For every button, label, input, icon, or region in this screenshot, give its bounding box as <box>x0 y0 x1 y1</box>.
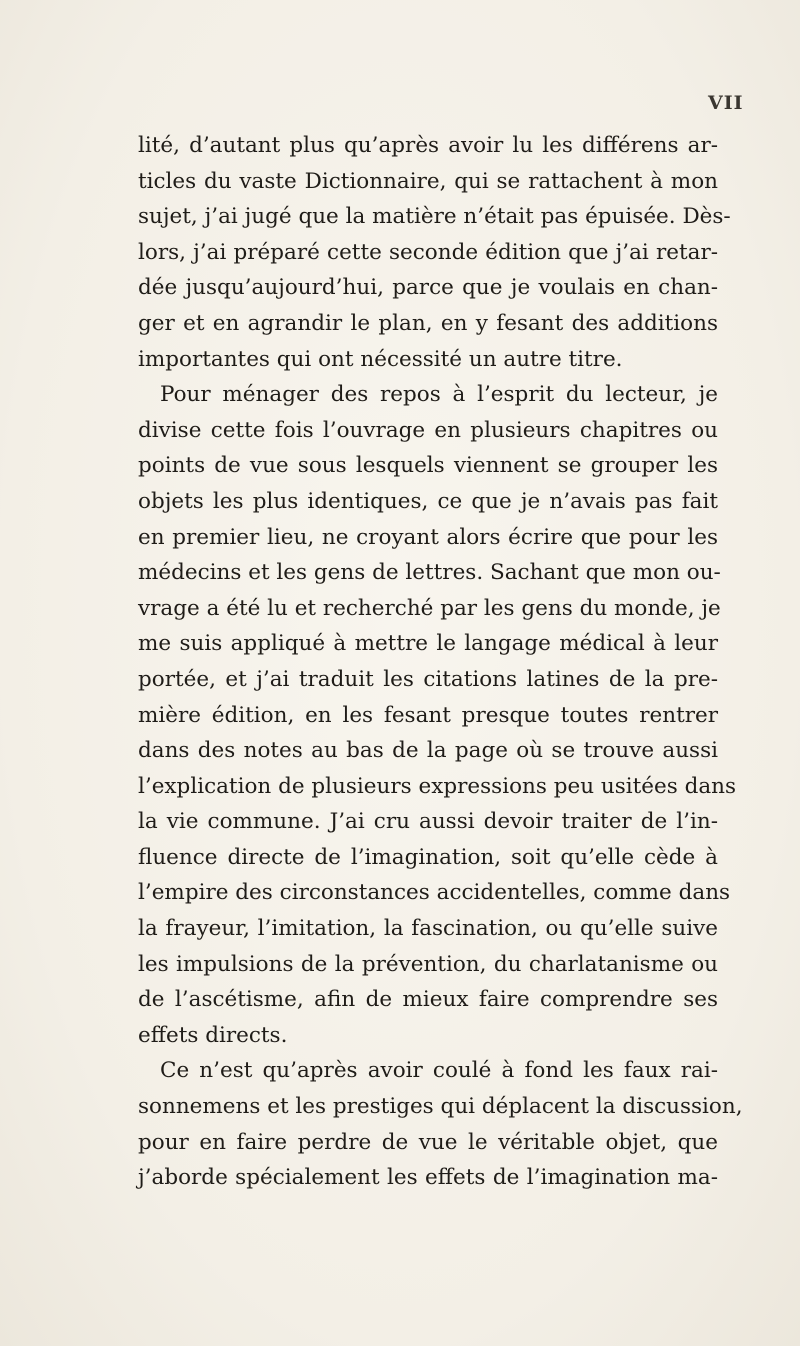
text-line: sonnemens et les prestiges qui déplacent la discussion, <box>138 1094 743 1120</box>
text-line: de l’ascétisme, afin de mieux faire comprendre ses <box>138 987 718 1013</box>
text-line: les impulsions de la prévention, du charlatanisme ou <box>138 951 718 977</box>
text-line: la vie commune. J’ai cru aussi devoir traiter de l’in- <box>138 809 718 835</box>
text-line: sujet, j’ai jugé que la matière n’était pas épuisée. Dès- <box>138 204 731 230</box>
text-line: pour en faire perdre de vue le véritable objet, que <box>138 1129 718 1155</box>
text-line: lors, j’ai préparé cette seconde édition que j’ai retar- <box>138 239 718 265</box>
text-line: j’aborde spécialement les effets de l’imagination ma- <box>138 1165 718 1191</box>
text-line: lité, d’autant plus qu’après avoir lu les différens ar- <box>138 133 718 158</box>
text-line: ticles du vaste Dictionnaire, qui se rattachent à mon <box>138 168 718 194</box>
text-line: points de vue sous lesquels viennent se grouper les <box>138 453 718 479</box>
text-line: dée jusqu’aujourd’hui, parce que je voulais en chan- <box>138 275 718 301</box>
text-line: l’explication de plusieurs expressions peu usitées dans <box>138 773 737 799</box>
text-line: divise cette fois l’ouvrage en plusieurs chapitres ou <box>138 417 718 443</box>
text-line: Ce n’est qu’après avoir coulé à fond les faux rai- <box>160 1058 718 1084</box>
text-line: portée, et j’ai traduit les citations latines de la pre- <box>138 666 718 692</box>
text-line: effets directs. <box>138 1022 288 1048</box>
body-text <box>138 128 743 1196</box>
text-line: médecins et les gens de lettres. Sachant que mon ou- <box>138 560 721 586</box>
text-line: en premier lieu, ne croyant alors écrire que pour les <box>138 524 718 550</box>
text-line: vrage a été lu et recherché par les gens du monde, je <box>138 595 721 621</box>
text-line: fluence directe de l’imagination, soit qu’elle cède à <box>138 844 718 870</box>
page-number: VII <box>708 92 744 114</box>
text-line: l’empire des circonstances accidentelles, comme dans <box>138 880 731 906</box>
text-line: me suis appliqué à mettre le langage médical à leur <box>138 631 718 657</box>
text-line: Pour ménager des repos à l’esprit du lecteur, je <box>160 382 718 408</box>
text-line: importantes qui ont nécessité un autre titre. <box>138 346 623 372</box>
text-line: la frayeur, l’imitation, la fascination, ou qu’elle suive <box>138 916 718 942</box>
text-line: ger et en agrandir le plan, en y fesant des additions <box>138 310 718 336</box>
text-line: dans des notes au bas de la page où se trouve aussi <box>138 738 718 764</box>
text-line: objets les plus identiques, ce que je n’avais pas fait <box>138 488 718 514</box>
text-line: mière édition, en les fesant presque toutes rentrer <box>138 702 718 728</box>
